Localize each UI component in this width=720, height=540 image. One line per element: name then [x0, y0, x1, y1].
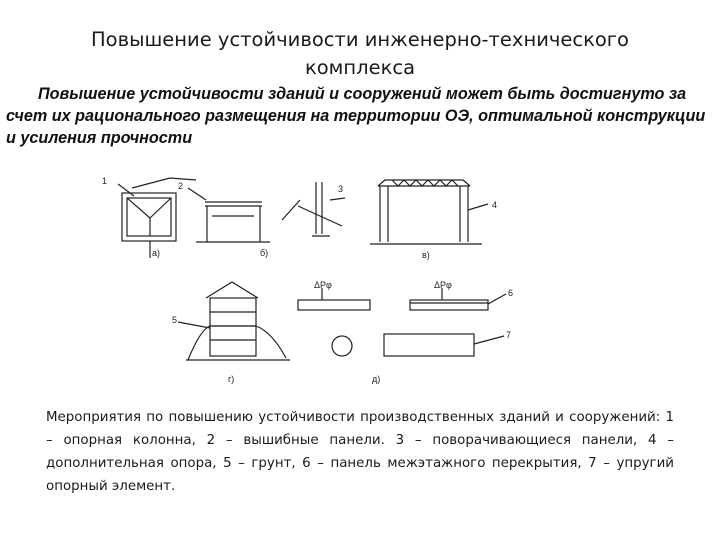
diagram-a [118, 178, 196, 258]
title-line-2: комплекса [304, 56, 416, 79]
diagram-d [298, 288, 506, 356]
label-n3: 3 [338, 184, 344, 194]
label-b: б) [260, 248, 269, 258]
label-v: в) [422, 250, 430, 260]
slide-title [0, 26, 720, 82]
load-label-2: ΔPφ [434, 280, 452, 290]
diagram-v [370, 180, 488, 244]
load-label-1: ΔPφ [314, 280, 332, 290]
structures-diagram [0, 160, 720, 400]
structures-figure [0, 160, 720, 400]
figure-caption: Мероприятия по повышению устойчивости производственных зданий и сооружений: 1 – опорная колонна, 2 – вышибные панели. 3 – поворачивающиеся панели, 4 – дополнительная опора, 5 – грунт, 6 – панель межэтажного перекрытия, 7 – упругий опорный элемент. [46, 410, 674, 494]
label-n1: 1 [102, 176, 108, 186]
diagram-g [178, 282, 290, 360]
diagram-rotating-panel [282, 182, 345, 236]
slide-subtitle [6, 83, 716, 149]
label-n5: 5 [172, 315, 178, 325]
title-line-1: Повышение устойчивости инженерно-технического [90, 28, 629, 51]
label-d: д) [372, 374, 381, 384]
label-n6: 6 [508, 288, 514, 298]
subtitle-text: Повышение устойчивости зданий и сооружений может быть достигнуто за счет их рационального размещения на территории ОЭ, оптимальной конструкции и усиления прочности [6, 85, 706, 147]
label-g: г) [228, 374, 235, 384]
label-n2: 2 [178, 181, 184, 191]
label-n7: 7 [506, 330, 512, 340]
label-a: а) [152, 248, 161, 258]
diagram-b [188, 188, 270, 242]
label-n4: 4 [492, 200, 498, 210]
